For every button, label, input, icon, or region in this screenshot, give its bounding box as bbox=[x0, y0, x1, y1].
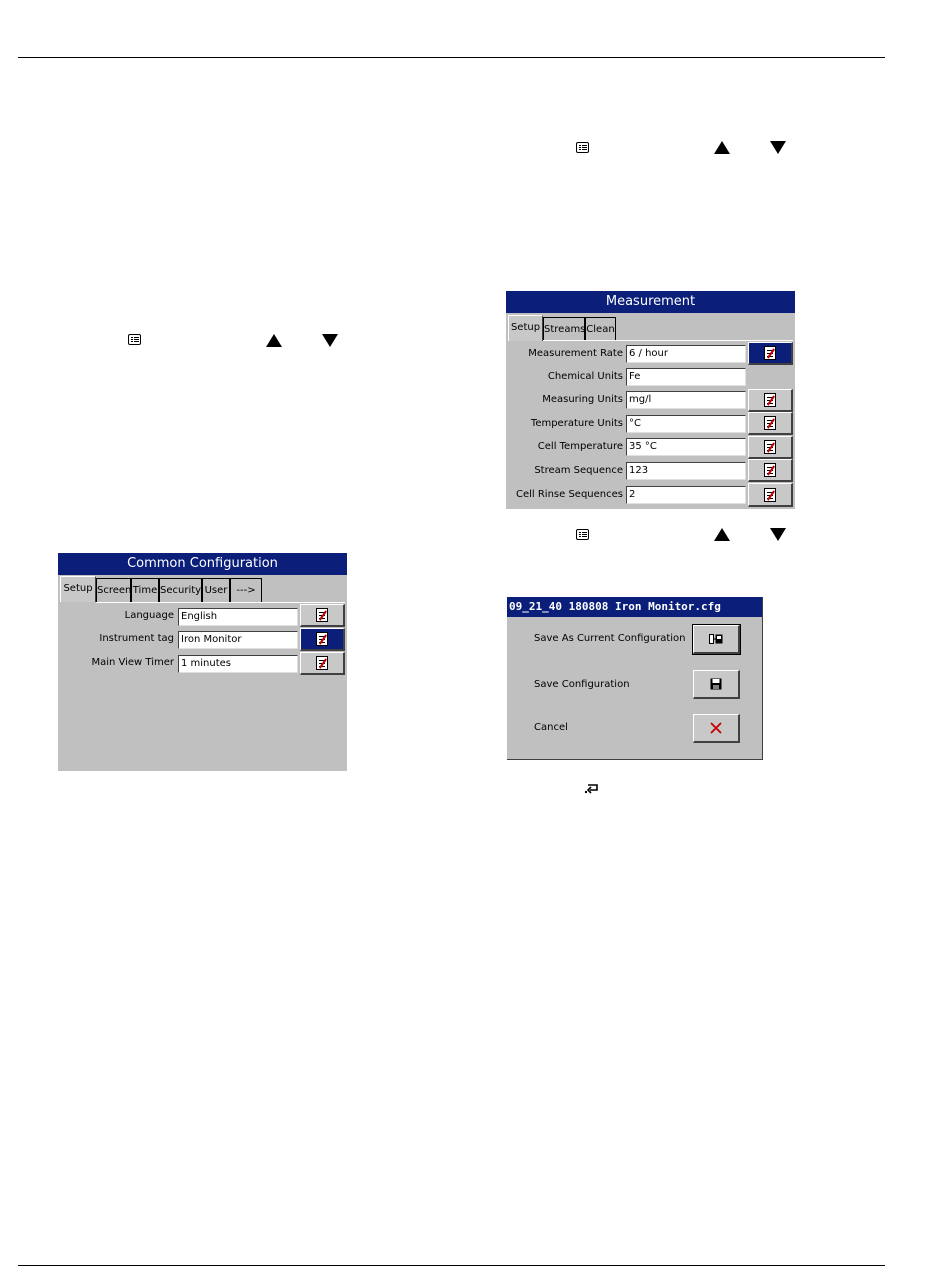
top-rule bbox=[18, 57, 885, 58]
tab-clean[interactable]: Clean bbox=[585, 317, 616, 341]
instrument-tag-edit-button[interactable] bbox=[300, 628, 345, 651]
temperature-units-label: Temperature Units bbox=[530, 418, 623, 429]
save-as-current-icon bbox=[709, 633, 723, 645]
edit-icon bbox=[764, 488, 776, 502]
tab-setup[interactable]: Setup bbox=[508, 315, 543, 341]
menu-key-icon bbox=[128, 334, 141, 345]
chemical-units-field[interactable]: Fe bbox=[626, 368, 746, 386]
chemical-units-label: Chemical Units bbox=[547, 371, 623, 382]
save-configuration-button[interactable] bbox=[693, 670, 740, 699]
save-configuration-label: Save Configuration bbox=[534, 679, 630, 690]
tab-underline bbox=[543, 340, 793, 341]
main-view-timer-field[interactable]: 1 minutes bbox=[178, 655, 298, 673]
floppy-disk-icon bbox=[710, 678, 722, 690]
cancel-button[interactable] bbox=[693, 714, 740, 743]
up-key-icon bbox=[714, 528, 730, 541]
menu-key-icon bbox=[576, 142, 589, 153]
stream-sequence-label: Stream Sequence bbox=[534, 465, 623, 476]
language-label: Language bbox=[124, 610, 174, 621]
red-x-icon bbox=[710, 722, 722, 734]
main-view-timer-label: Main View Timer bbox=[91, 657, 174, 668]
enter-key-icon bbox=[584, 781, 600, 795]
down-key-icon bbox=[322, 334, 338, 347]
edit-icon bbox=[764, 440, 776, 454]
language-field[interactable]: English bbox=[178, 608, 298, 626]
measurement-rate-edit-button[interactable] bbox=[748, 342, 793, 365]
instrument-tag-field[interactable]: Iron Monitor bbox=[178, 631, 298, 649]
edit-icon bbox=[764, 393, 776, 407]
edit-icon bbox=[764, 416, 776, 430]
measurement-rate-field[interactable]: 6 / hour bbox=[626, 345, 746, 363]
cell-rinse-sequences-field[interactable]: 2 bbox=[626, 486, 746, 504]
tab-underline bbox=[96, 602, 345, 603]
language-edit-button[interactable] bbox=[300, 604, 345, 627]
stream-sequence-field[interactable]: 123 bbox=[626, 462, 746, 480]
edit-icon bbox=[316, 608, 328, 622]
save-as-current-label: Save As Current Configuration bbox=[534, 633, 686, 644]
save-configuration-dialog bbox=[507, 597, 763, 760]
temperature-units-field[interactable]: °C bbox=[626, 415, 746, 433]
edit-icon bbox=[764, 463, 776, 477]
down-key-icon bbox=[770, 141, 786, 154]
cell-rinse-sequences-edit-button[interactable] bbox=[748, 483, 793, 507]
edit-icon bbox=[764, 346, 776, 360]
tab-user[interactable]: User bbox=[202, 578, 230, 602]
edit-icon bbox=[316, 632, 328, 646]
cell-temperature-label: Cell Temperature bbox=[537, 441, 623, 452]
menu-key-icon bbox=[576, 529, 589, 540]
measurement-window bbox=[506, 291, 795, 509]
measuring-units-label: Measuring Units bbox=[542, 394, 623, 405]
up-key-icon bbox=[266, 334, 282, 347]
tab-more[interactable]: ---> bbox=[230, 578, 262, 602]
cell-rinse-sequences-label: Cell Rinse Sequences bbox=[515, 489, 623, 500]
tab-bar bbox=[60, 578, 345, 602]
tab-bar bbox=[508, 317, 793, 341]
cancel-label: Cancel bbox=[534, 722, 568, 733]
window-title: Measurement bbox=[506, 291, 795, 313]
common-configuration-window bbox=[58, 553, 347, 771]
tab-setup[interactable]: Setup bbox=[60, 576, 96, 602]
window-title: Common Configuration bbox=[58, 553, 347, 575]
stream-sequence-edit-button[interactable] bbox=[748, 459, 793, 482]
temperature-units-edit-button[interactable] bbox=[748, 412, 793, 435]
measurement-rate-label: Measurement Rate bbox=[528, 348, 623, 359]
measuring-units-field[interactable]: mg/l bbox=[626, 391, 746, 409]
bottom-rule bbox=[18, 1265, 885, 1266]
instrument-tag-label: Instrument tag bbox=[99, 633, 174, 644]
dialog-title: 09_21_40 180808 Iron Monitor.cfg bbox=[507, 597, 762, 617]
cell-temperature-field[interactable]: 35 °C bbox=[626, 438, 746, 456]
save-as-current-button[interactable] bbox=[693, 625, 740, 654]
edit-icon bbox=[316, 656, 328, 670]
tab-screen[interactable]: Screen bbox=[96, 578, 131, 602]
measuring-units-edit-button[interactable] bbox=[748, 389, 793, 412]
tab-security[interactable]: Security bbox=[159, 578, 202, 602]
main-view-timer-edit-button[interactable] bbox=[300, 652, 345, 675]
tab-time[interactable]: Time bbox=[131, 578, 159, 602]
cell-temperature-edit-button[interactable] bbox=[748, 436, 793, 459]
down-key-icon bbox=[770, 528, 786, 541]
up-key-icon bbox=[714, 141, 730, 154]
tab-streams[interactable]: Streams bbox=[543, 317, 585, 341]
